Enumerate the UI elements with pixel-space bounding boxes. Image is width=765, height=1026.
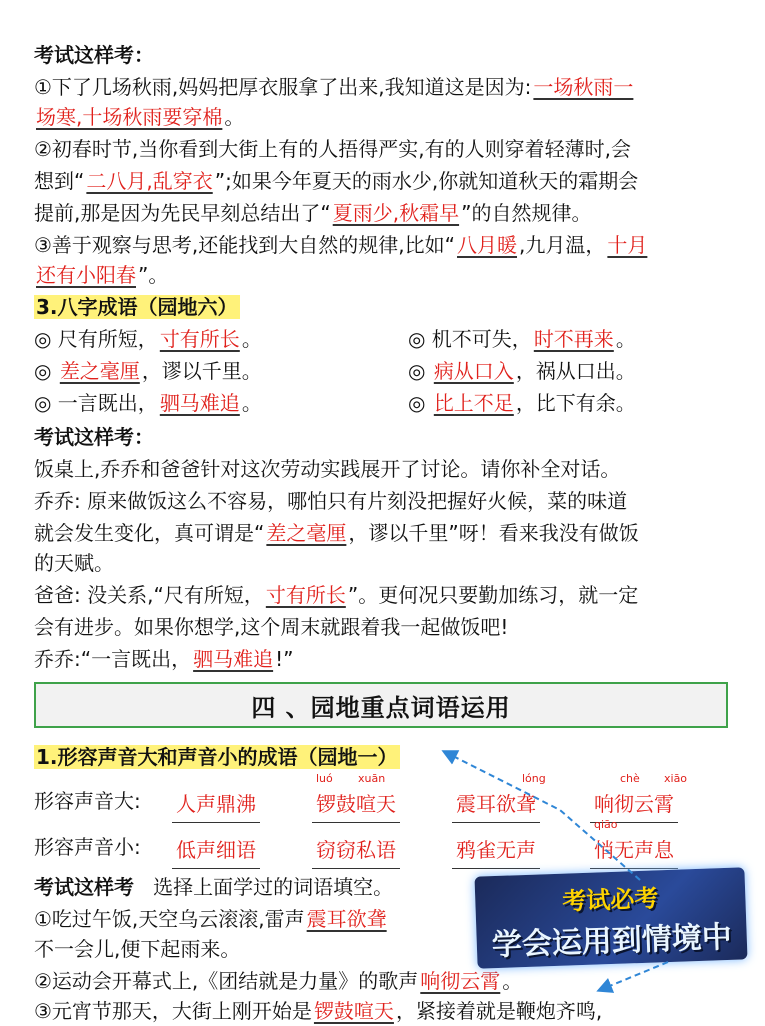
arrow-to-answer-icon [600, 962, 668, 990]
text: 想到“ [34, 169, 85, 193]
answer: 二八月,乱穿衣 [86, 169, 213, 193]
text: ◎ [408, 359, 432, 383]
text: ，祸从口出。 [515, 359, 636, 383]
exam2-p2: 乔乔: 原来做饭这么不容易，哪怕只有片刻没把握好火候，菜的味道 [34, 489, 628, 513]
text: ②运动会开幕式上,《团结就是力量》的歌声 [34, 969, 419, 993]
arrow-to-title-icon [445, 752, 640, 880]
word: 低声细语 [176, 838, 256, 862]
word: 窃窃私语 [316, 838, 396, 862]
word: 人声鼎沸 [176, 792, 256, 816]
word: 震耳欲聋 [456, 792, 536, 816]
text: ”;如果今年夏天的雨水少,你就知道秋天的霜期会 [214, 169, 639, 193]
answer: 比上不足 [433, 391, 514, 415]
answer: 还有小阳春 [36, 263, 136, 287]
exam2-p6: 会有进步。如果你想学,这个周末就跟着我一起做饭吧! [34, 615, 509, 639]
text: ”。 [138, 263, 169, 287]
pinyin-che: chè [620, 772, 640, 785]
text: ①下了几场秋雨,妈妈把厚衣服拿了出来,我知道这是因为: [34, 75, 532, 99]
answer: 寸有所长 [159, 327, 240, 351]
answer: 夏雨少,秋霜早 [332, 201, 460, 225]
instruction: 选择上面学过的词语填空。 [153, 875, 394, 899]
highlight-title: 3.八字成语（园地六） [36, 295, 238, 319]
text: ，紧接着就是鞭炮齐鸣, [395, 999, 603, 1023]
loud-label: 形容声音大: [34, 789, 141, 813]
answer: 差之毫厘 [266, 521, 347, 545]
text: ◎ 一言既出， [34, 391, 158, 415]
text: ，谬以千里。 [141, 359, 262, 383]
exam2-p1: 饭桌上,乔乔和爸爸针对这次劳动实践展开了讨论。请你补全对话。 [34, 457, 621, 481]
text: ◎ 机不可失， [408, 327, 532, 351]
answer: 锣鼓喧天 [313, 999, 394, 1023]
word: 响彻云霄 [594, 792, 674, 816]
exam3-q1-cont: 不一会儿,便下起雨来。 [34, 937, 241, 961]
text: ◎ [34, 359, 58, 383]
text: ，谬以千里”呀！看来我没有做饭 [348, 521, 639, 545]
text: !” [275, 647, 294, 671]
text: 。 [241, 327, 262, 351]
pinyin-xiao: xiāo [664, 772, 688, 785]
text: ”。更何况只要勤加练习，就一定 [347, 583, 639, 607]
word: 锣鼓喧天 [316, 792, 396, 816]
text: ◎ 尺有所短， [34, 327, 158, 351]
text: ,九月温， [519, 233, 606, 257]
answer: 驷马难追 [193, 647, 274, 671]
stamp-line-2: 学会运用到情境中 [491, 919, 733, 964]
answer: 差之毫厘 [59, 359, 140, 383]
exam-heading-1: 考试这样考： [34, 43, 154, 67]
text: 提前,那是因为先民早刻总结出了“ [34, 201, 331, 225]
text: ③善于观察与思考,还能找到大自然的规律,比如“ [34, 233, 456, 257]
answer: 时不再来 [533, 327, 614, 351]
text: ①吃过午饭,天空乌云滚滚,雷声 [34, 907, 305, 931]
answer: 响彻云霄 [420, 969, 501, 993]
text: 。 [224, 105, 245, 129]
answer: 一场秋雨一 [533, 75, 634, 99]
highlight-title: 1.形容声音大和声音小的成语（园地一） [36, 745, 398, 769]
text: 。 [615, 327, 636, 351]
pinyin-xuan: xuān [358, 772, 386, 785]
pinyin-luo: luó [316, 772, 333, 785]
exam-heading-2: 考试这样考： [34, 425, 154, 449]
section-header: 四 、园地重点词语运用 [34, 682, 728, 728]
text: 爸爸: 没关系,“尺有所短， [34, 583, 264, 607]
text: 乔乔:“一言既出， [34, 647, 192, 671]
answer: 震耳欲聋 [306, 907, 387, 931]
answer: 病从口入 [433, 359, 514, 383]
word: 鸦雀无声 [456, 838, 536, 862]
pinyin-qiao: qiāo [594, 818, 618, 831]
text: ③元宵节那天，大街上刚开始是 [34, 999, 312, 1023]
word: 悄无声息 [594, 838, 674, 862]
exam-heading-3: 考试这样考 [34, 875, 134, 899]
text: 。 [241, 391, 262, 415]
text: ，比下有余。 [515, 391, 636, 415]
text: ”的自然规律。 [461, 201, 592, 225]
answer: 十月 [607, 233, 648, 257]
answer: 八月暖 [457, 233, 518, 257]
text: 就会发生变化，真可谓是“ [34, 521, 265, 545]
answer: 场寒,十场秋雨要穿棉 [36, 105, 223, 129]
answer: 寸有所长 [265, 583, 346, 607]
exam2-p4: 的天赋。 [34, 551, 114, 575]
text: 。 [502, 969, 523, 993]
pinyin-long: lóng [522, 772, 546, 785]
exam1-q2-line1: ②初春时节,当你看到大街上有的人捂得严实,有的人则穿着轻薄时,会 [34, 137, 632, 161]
answer: 驷马难追 [159, 391, 240, 415]
quiet-label: 形容声音小: [34, 835, 141, 859]
text: ◎ [408, 391, 432, 415]
stamp-line-1: 考试必考 [561, 884, 659, 916]
